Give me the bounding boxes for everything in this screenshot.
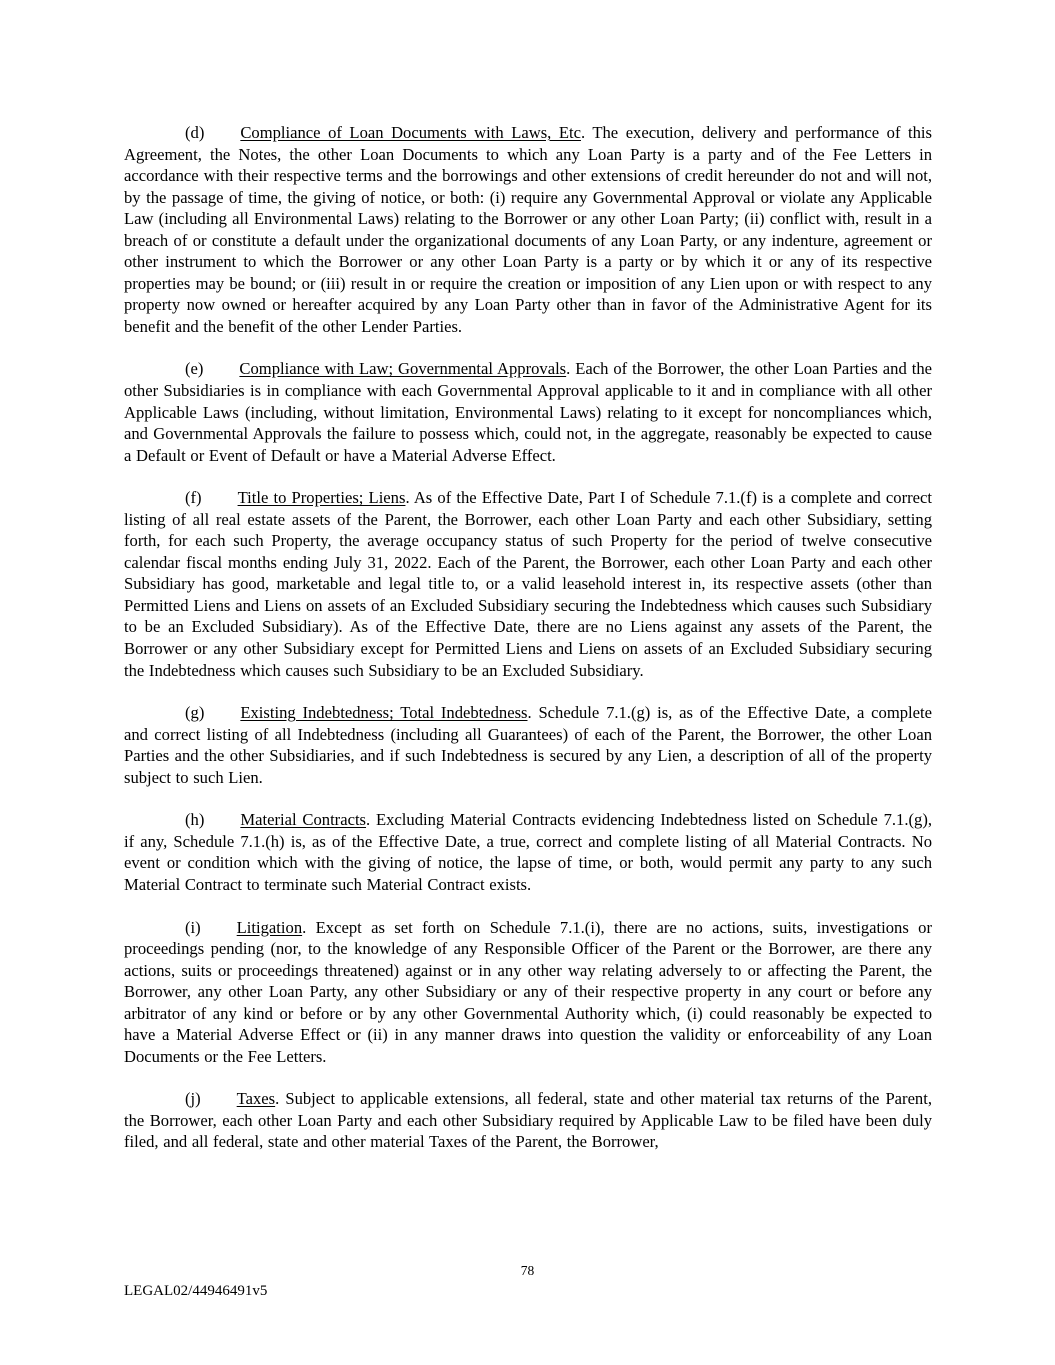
paragraph-label: (h) [185, 810, 205, 830]
paragraph-label: (e) [185, 359, 204, 379]
paragraph-heading: Compliance of Loan Documents with Laws, Etc [240, 123, 581, 142]
paragraph-text: . The execution, delivery and performance of this Agreement, the Notes, the other Loan Documents to which any Loan Party is a party and of the Fee Letters in accordance with their respective terms and the borrowings and other extensions of credit hereunder do not and will not, by the passage of time, the giving of notice, or both: (i) require any Governmental Approval or violate any Applicable Law (including all Environmental Laws) relating to the Borrower or any other Loan Party; (ii) conflict with, result in a breach of or constitute a default under the organizational documents of any Loan Party, or any indenture, agreement or other instrument to which the Borrower or any other Loan Party is a party or by which it or any of its respective properties may be bound; or (iii) result in or require the creation or imposition of any Lien upon or with respect to any property now owned or hereafter acquired by any Loan Party other than in favor of the Administrative Agent for its benefit and the benefit of the other Lender Parties. [124, 123, 932, 336]
paragraph-heading: Litigation [236, 917, 303, 937]
paragraph-text: . Subject to applicable extensions, all federal, state and other material tax returns of the Parent, the Borrower, each other Loan Party and each other Subsidiary required by Applicable Law to be filed have been duly filed, and all federal, state and other material Taxes of the Parent, the Borrower, [124, 1089, 932, 1152]
paragraph-label: (j) [185, 1089, 201, 1109]
paragraph [124, 487, 932, 681]
paragraph-label: (f) [185, 488, 202, 508]
paragraph-label: (g) [185, 703, 205, 723]
paragraph [124, 122, 932, 337]
paragraph [124, 1088, 932, 1153]
paragraph-text: . As of the Effective Date, Part I of Schedule 7.1.(f) is a complete and correct listing of all real estate assets of the Parent, the Borrower, each other Loan Party and each other Subsidiary, setting forth, for each such Property, the average occupancy status of such Property for the period of twelve consecutive calendar fiscal months ending July 31, 2022. Each of the Parent, the Borrower, each other Loan Party and each other Subsidiary has good, marketable and legal title to, or a valid leasehold interest in, its respective assets (other than Permitted Liens and Liens on assets of an Excluded Subsidiary securing the Indebtedness which causes such Subsidiary to be an Excluded Subsidiary). As of the Effective Date, there are no Liens against any assets of the Parent, the Borrower or any other Subsidiary except for Permitted Liens and Liens on assets of an Excluded Subsidiary securing the Indebtedness which causes such Subsidiary to be an Excluded Subsidiary. [124, 488, 932, 680]
paragraph [124, 358, 932, 466]
paragraph-heading: Material Contracts [240, 810, 367, 830]
document-body [124, 122, 932, 1174]
paragraph-label: (d) [185, 123, 205, 142]
paragraph-heading: Taxes [236, 1089, 276, 1109]
paragraph [124, 917, 932, 1068]
paragraph-text: . Schedule 7.1.(g) is, as of the Effective Date, a complete and correct listing of all Indebtedness (including all Guarantees) of each of the Parent, the Borrower, the other Loan Parties and the other Subsidiaries, and if such Indebtedness is secured by any Lien, a description of all of the property subject to such Lien. [124, 703, 932, 787]
paragraph-heading: Existing Indebtedness; Total Indebtedness [240, 703, 528, 723]
document-id: LEGAL02/44946491v5 [124, 1283, 268, 1299]
paragraph [124, 809, 932, 895]
paragraph-text: . Except as set forth on Schedule 7.1.(i), there are no actions, suits, investigations or proceedings pending (nor, to the knowledge of any Responsible Officer of the Parent or the Borrower, are there any actions, suits or proceedings threatened) against or in any other way relating adversely to or affecting the Parent, the Borrower, any other Loan Party, any other Subsidiary or any of their respective property in any court or before any arbitrator of any kind or before or by any other Governmental Authority which, (i) could reasonably be expected to have a Material Adverse Effect or (ii) in any manner draws into question the validity or enforceability of any Loan Documents or the Fee Letters. [124, 917, 932, 1066]
page-number: 78 [520, 1263, 535, 1278]
paragraph-text: . Each of the Borrower, the other Loan Parties and the other Subsidiaries is in compliance with each Governmental Approval applicable to it and in compliance with all other Applicable Laws (including, without limitation, Environmental Laws) relating to it except for noncompliances which, and Governmental Approvals the failure to possess which, could not, in the aggregate, reasonably be expected to cause a Default or Event of Default or have a Material Adverse Effect. [124, 359, 932, 465]
paragraph-heading: Title to Properties; Liens [237, 488, 406, 508]
paragraph [124, 702, 932, 788]
paragraph-text: . Excluding Material Contracts evidencing Indebtedness listed on Schedule 7.1.(g), if any, Schedule 7.1.(h) is, as of the Effective Date, a true, correct and complete listing of all Material Contracts. No event or condition which with the giving of notice, the lapse of time, or both, would permit any party to any such Material Contract to terminate such Material Contract exists. [124, 810, 932, 894]
paragraph-label: (i) [185, 917, 201, 937]
paragraph-heading: Compliance with Law; Governmental Approvals [239, 359, 567, 379]
